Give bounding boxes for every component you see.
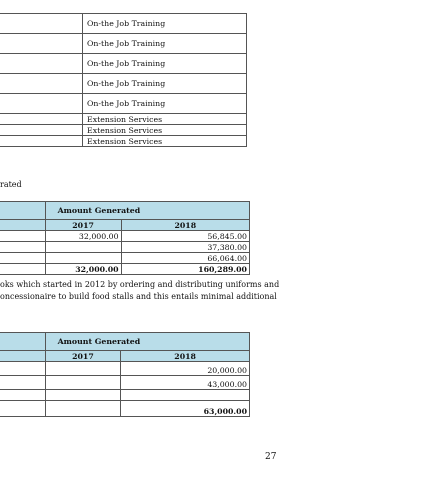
header-2018: 2018 (121, 220, 249, 231)
header-2018: 2018 (121, 351, 250, 362)
table-row (0, 362, 250, 376)
table-row (0, 54, 247, 74)
amount-generated-table (0, 201, 250, 275)
section-caption: rated (0, 180, 22, 189)
activity-cell: On-the Job Training (83, 14, 247, 34)
table-header (0, 202, 250, 220)
header-amount-generated: Amount Generated (45, 333, 249, 351)
paragraph-line-1: oks which started in 2012 by ordering and distributing uniforms and (0, 280, 280, 289)
activity-cell: Extension Services (83, 136, 247, 147)
total-2018: 160,289.00 (121, 264, 249, 275)
table-row (0, 14, 247, 34)
total-2017: 32,000.00 (45, 264, 121, 275)
value-2018: 20,000.00 (121, 362, 250, 376)
value-2018: 56,845.00 (121, 231, 249, 242)
value-2017: 32,000.00 (45, 231, 121, 242)
value-2017 (45, 376, 121, 390)
table-row (0, 390, 250, 401)
table-row (0, 242, 250, 253)
table-subheader (0, 351, 250, 362)
activity-cell: On-the Job Training (83, 74, 247, 94)
page-number: 27 (265, 452, 277, 462)
value-2018: 66,064.00 (121, 253, 249, 264)
total-row (0, 264, 250, 275)
total-row (0, 401, 250, 417)
activity-cell: On-the Job Training (83, 94, 247, 114)
total-2018: 63,000.00 (121, 401, 250, 417)
training-table (0, 13, 247, 147)
activity-cell: On-the Job Training (83, 54, 247, 74)
table-row (0, 74, 247, 94)
table-row (0, 34, 247, 54)
value-2018: 43,000.00 (121, 376, 250, 390)
value-2017 (45, 390, 121, 401)
table-row (0, 231, 250, 242)
value-2018 (121, 390, 250, 401)
header-2017: 2017 (45, 351, 121, 362)
activity-cell: Extension Services (83, 114, 247, 125)
amount-generated-table-2 (0, 332, 250, 417)
header-amount-generated: Amount Generated (45, 202, 249, 220)
value-2017 (45, 242, 121, 253)
table-row (0, 136, 247, 147)
table-row (0, 114, 247, 125)
activity-cell: On-the Job Training (83, 34, 247, 54)
table-subheader (0, 220, 250, 231)
table-row (0, 253, 250, 264)
value-2018: 37,380.00 (121, 242, 249, 253)
table-row (0, 94, 247, 114)
table-header (0, 333, 250, 351)
table-row (0, 125, 247, 136)
paragraph-line-2: oncessionaire to build food stalls and this entails minimal additional (0, 292, 277, 301)
value-2017 (45, 362, 121, 376)
header-2017: 2017 (45, 220, 121, 231)
activity-cell: Extension Services (83, 125, 247, 136)
value-2017 (45, 253, 121, 264)
table-row (0, 376, 250, 390)
